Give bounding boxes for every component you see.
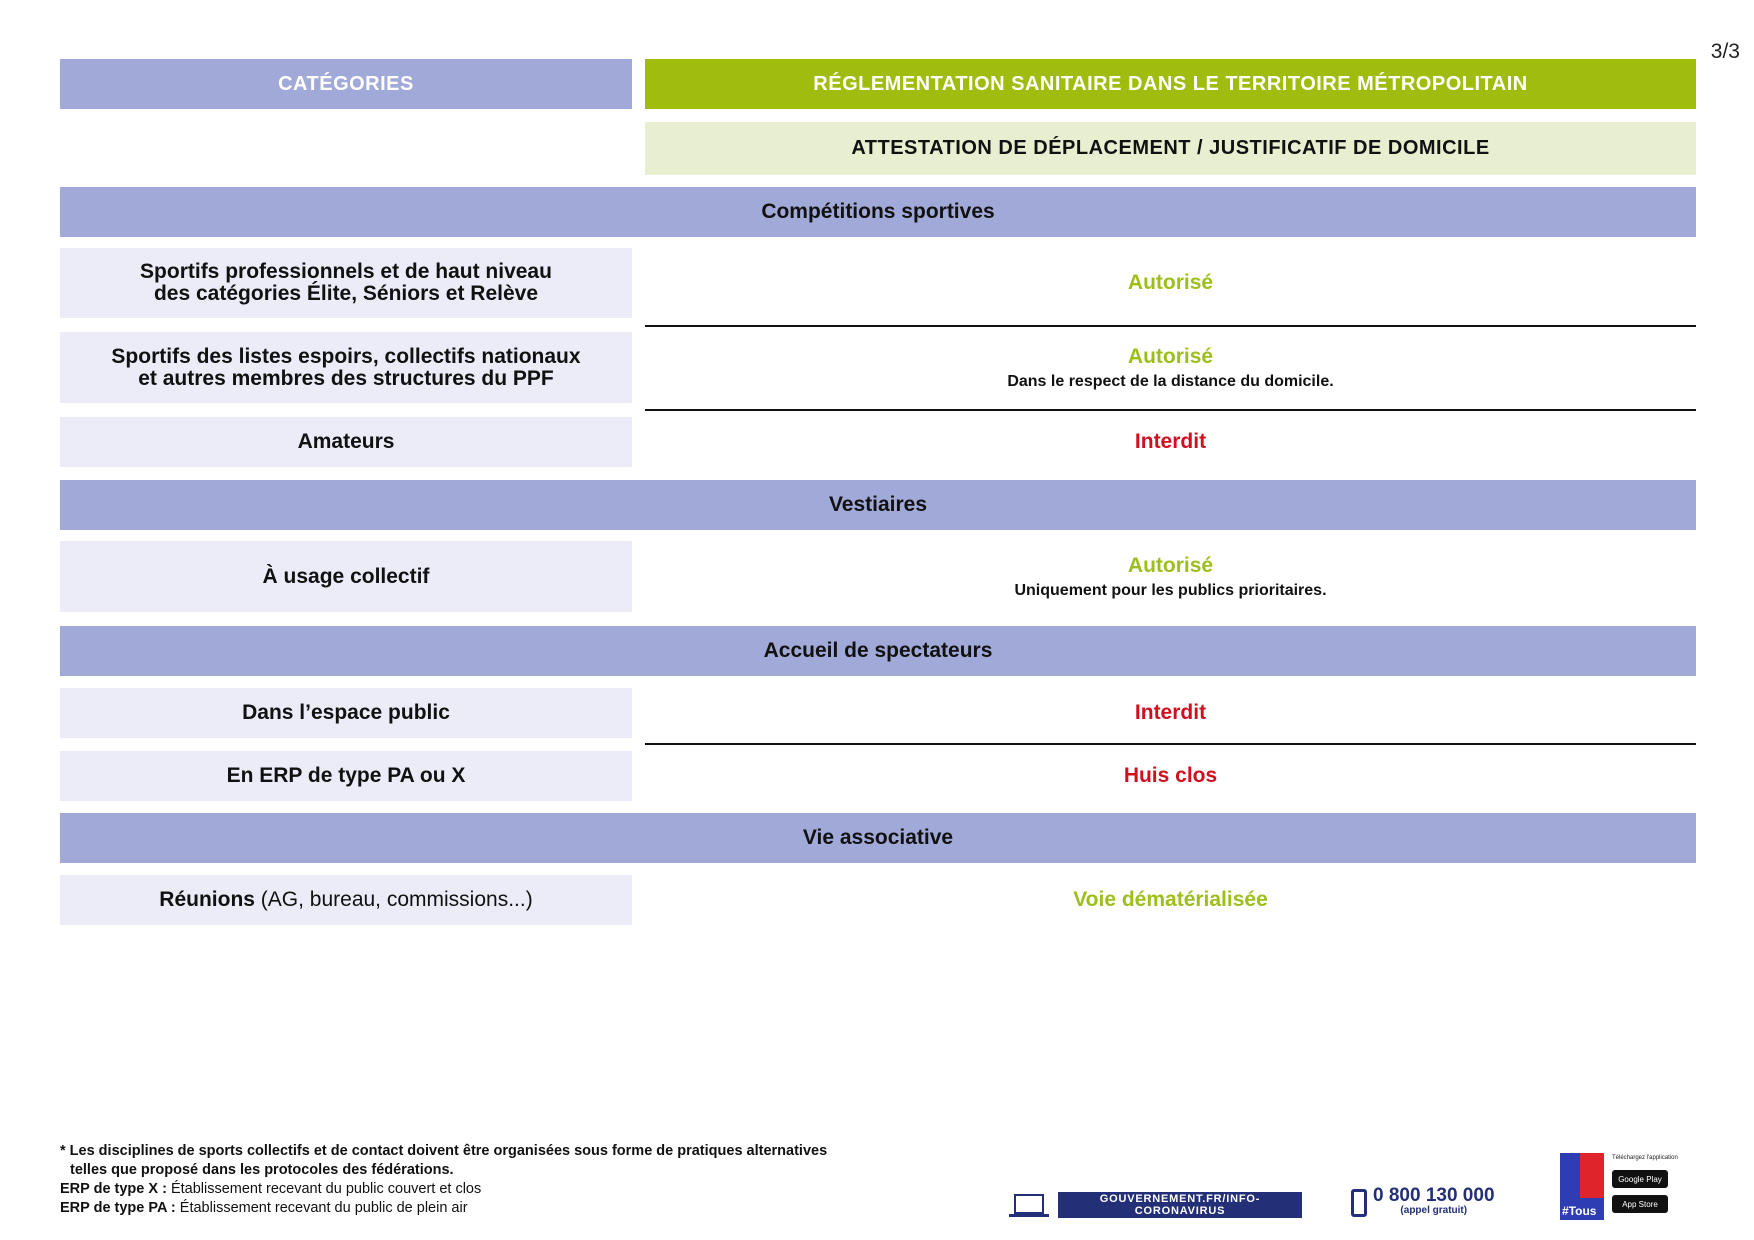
section-spectateurs: Accueil de spectateurs [60,626,1696,676]
footnote-star-cont: telles que proposé dans les protocoles des fédérations. [70,1162,454,1178]
status-espoirs [645,332,1696,403]
footnotes [60,1142,827,1218]
status-erp [645,751,1696,801]
categories-header: CATÉGORIES [60,59,632,109]
category-erp: En ERP de type PA ou X [60,751,632,801]
row-divider [645,409,1696,411]
status-amateurs [645,417,1696,467]
category-line: Sportifs professionnels et de haut niveau [140,260,552,283]
status-label: Interdit [1134,430,1207,453]
category-label-rest: (AG, bureau, commissions...) [254,888,533,911]
category-pro-athletes [60,248,632,318]
logo-text: #Tous [1562,1204,1597,1218]
category-usage-collectif: À usage collectif [60,541,632,612]
app-store-button[interactable]: App Store [1612,1195,1668,1213]
status-pro-athletes [645,248,1696,318]
status-usage-collectif [645,541,1696,612]
tousanticovid-logo [1560,1153,1604,1220]
status-label: Autorisé [1127,271,1214,294]
attestation-subheader: ATTESTATION DE DÉPLACEMENT / JUSTIFICATIF DE DOMICILE [645,122,1696,175]
phone-number[interactable] [1373,1186,1495,1216]
footnote-text: Établissement recevant du public de plein air [179,1200,468,1216]
regulation-header: RÉGLEMENTATION SANITAIRE DANS LE TERRITOIRE MÉTROPOLITAIN [645,59,1696,109]
status-label: Voie dématérialisée [1073,888,1268,911]
footnote-star: * Les disciplines de sports collectifs et de contact doivent être organisées sous forme de pratiques alternatives [60,1143,828,1159]
footnote-erp-pa [60,1199,827,1218]
phone-icon [1351,1189,1367,1217]
section-vie-associative: Vie associative [60,813,1696,863]
laptop-icon [1008,1193,1050,1219]
page-number: 3/3 [1710,40,1740,63]
status-reunions [645,875,1696,925]
section-competitions: Compétitions sportives [60,187,1696,237]
status-espace-public [645,688,1696,738]
category-espoirs [60,332,632,403]
phone-note: (appel gratuit) [1400,1205,1468,1216]
footnote-label: ERP de type PA : [60,1200,180,1216]
logo-red-block [1580,1153,1604,1198]
status-label: Interdit [1134,701,1207,724]
category-line: des catégories Élite, Séniors et Relève [153,282,538,305]
footnote-text: Établissement recevant du public couvert et clos [170,1181,482,1197]
app-download-label: Téléchargez l'application [1612,1155,1678,1161]
category-line: Sportifs des listes espoirs, collectifs nationaux [111,344,581,368]
status-note: Dans le respect de la distance du domicile. [1007,372,1334,390]
status-label: Huis clos [1123,764,1218,787]
phone-number-value: 0 800 130 000 [1373,1185,1495,1206]
category-amateurs: Amateurs [60,417,632,467]
section-vestiaires: Vestiaires [60,480,1696,530]
category-reunions [60,875,632,925]
footnote-label: ERP de type X : [60,1181,171,1197]
status-label: Autorisé [1127,553,1214,577]
category-espace-public: Dans l’espace public [60,688,632,738]
category-line: et autres membres des structures du PPF [138,366,554,390]
status-note: Uniquement pour les publics prioritaires. [1014,581,1327,599]
row-divider [645,325,1696,327]
gov-info-link[interactable]: GOUVERNEMENT.FR/INFO-CORONAVIRUS [1058,1192,1302,1218]
status-label: Autorisé [1127,344,1214,368]
google-play-button[interactable]: Google Play [1612,1170,1668,1188]
row-divider [645,743,1696,745]
category-label-bold: Réunions [159,888,255,911]
footnote-erp-x [60,1180,827,1199]
